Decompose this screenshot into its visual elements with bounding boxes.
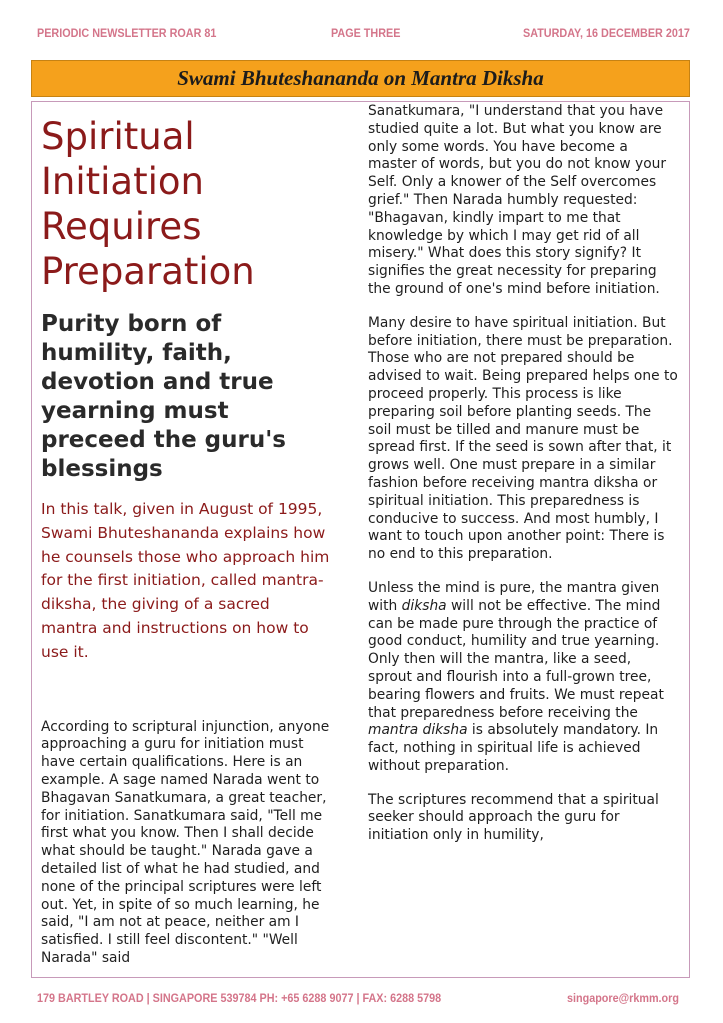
- body-paragraph-3: Many desire to have spiritual initiation. But before initiation, there must be preparation. Those who are not prepared should be advised to wait. Being prepared helps one to proceed properly. This process is like preparing soil before planting seeds. The soil must be tilled and manure must be spread first. If the seed is sown after that, it grows well. One must prepare in a similar fashion before receiving mantra diksha or spiritual initiation. This preparedness is conducive to success. And most humbly, I want to touch upon another point: There is no end to this preparation.: [368, 314, 678, 563]
- left-column: [41, 108, 331, 968]
- right-column: [368, 103, 678, 861]
- issue-date: SATURDAY, 16 DECEMBER 2017: [523, 26, 690, 40]
- emphasis-diksha: diksha: [401, 597, 447, 614]
- page-number: PAGE THREE: [331, 26, 401, 40]
- body-paragraph-5: The scriptures recommend that a spiritual seeker should approach the guru for initiation only in humility,: [368, 791, 659, 844]
- emphasis-mantra-diksha: mantra diksha: [368, 722, 468, 739]
- newsletter-issue: PERIODIC NEWSLETTER ROAR 81: [37, 26, 217, 40]
- text-run: Unless the mind is pure, the mantra given with: [368, 579, 660, 614]
- text-run: is absolutely mandatory. In fact, nothing in spiritual life is achieved without preparation.: [368, 722, 659, 774]
- section-banner: [31, 60, 690, 97]
- body-paragraph-4: [368, 580, 678, 776]
- body-paragraph-2: Sanatkumara, "I understand that you have studied quite a lot. But what you know are only some words. You have become a master of words, but you do not know your Self. Only a knower of the Self overcomes grief." Then Narada humbly requested: "Bhagavan, kindly impart to me that knowledge by which I may get rid of all misery." What does this story signify? It signifies the great necessity for preparing the ground of one's mind before initiation.: [368, 103, 667, 297]
- article-intro: In this talk, given in August of 1995, Swami Bhuteshananda explains how he counsels those who approach him for the first initiation, called mantra-diksha, the giving of a sacred mantra and instructions on how to use it.: [41, 500, 330, 661]
- article-subtitle: Purity born of humility, faith, devotion and true yearning must preceed the guru's blessings: [41, 311, 286, 482]
- footer-email[interactable]: singapore@rkmm.org: [567, 991, 679, 1005]
- article-title: Spiritual Initiation Requires Preparation: [41, 115, 255, 293]
- body-paragraph-1: According to scriptural injunction, anyone approaching a guru for initiation must have certain qualifications. Here is an example. A sage named Narada went to Bhagavan Sanatkumara, a great teacher, for initiation. Sanatkumara said, "Tell me first what you know. Then I shall decide what should be taught." Narada gave a detailed list of what he had studied, and none of the principal scriptures were left out. Yet, in spite of so much learning, he said, "I am not at peace, neither am I satisfied. I still feel discontent." "Well Narada" said: [41, 718, 330, 966]
- footer-address: 179 BARTLEY ROAD | SINGAPORE 539784 PH: +65 6288 9077 | FAX: 6288 5798: [37, 991, 442, 1005]
- text-run: will not be effective. The mind can be made pure through the practice of good conduct, humility and true yearning. Only then will the mantra, like a seed, sprout and flourish into a full-grown tree, bearing flowers and fruits. We must repeat that preparedness before receiving the: [368, 597, 664, 721]
- banner-title: Swami Bhuteshananda on Mantra Diksha: [177, 66, 544, 90]
